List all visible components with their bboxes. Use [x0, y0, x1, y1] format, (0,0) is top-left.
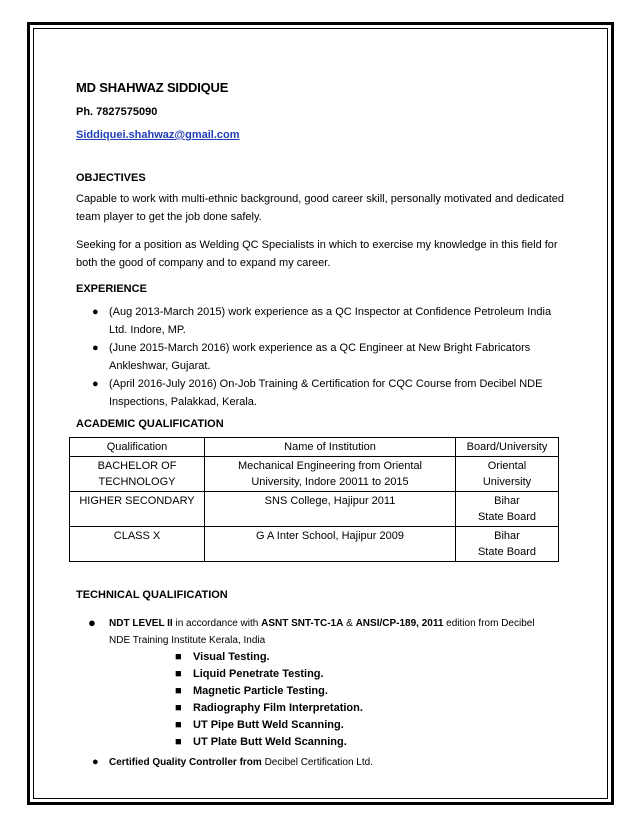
- table-header-row: [70, 438, 559, 457]
- square-bullet-icon: ■: [175, 736, 182, 748]
- phone-number: Ph. 7827575090: [76, 106, 158, 118]
- academic-table: [69, 437, 559, 562]
- candidate-name: MD SHAHWAZ SIDDIQUE: [76, 80, 229, 95]
- technical-heading: TECHNICAL QUALIFICATION: [76, 589, 228, 601]
- square-bullet-icon: ■: [175, 719, 182, 731]
- email-link[interactable]: Siddiquei.shahwaz@gmail.com: [76, 129, 240, 141]
- ndt-qualification: ● NDT LEVEL II in accordance with ASNT SNT-TC-1A & ANSI/CP-189, 2011 edition from Decibel NDE Training Institute Kerala, India: [88, 615, 535, 646]
- square-bullet-icon: ■: [175, 702, 182, 714]
- table-header: Qualification: [70, 438, 205, 457]
- bullet-icon: ●: [92, 378, 99, 390]
- bullet-icon: ●: [92, 306, 99, 318]
- table-row: [70, 527, 559, 562]
- list-item: ■ Liquid Penetrate Testing.: [171, 666, 564, 683]
- square-bullet-icon: ■: [175, 685, 182, 697]
- academic-heading: ACADEMIC QUALIFICATION: [76, 418, 224, 430]
- table-cell: SNS College, Hajipur 2011: [205, 492, 456, 527]
- list-item: ● (June 2015-March 2016) work experience as a QC Engineer at New Bright Fabricators Ankleshwar, Gujarat.: [76, 339, 564, 375]
- table-header: Board/University: [456, 438, 559, 457]
- resume-content: [76, 80, 564, 771]
- table-header: Name of Institution: [205, 438, 456, 457]
- objectives-heading: OBJECTIVES: [76, 172, 146, 184]
- list-item: ● (Aug 2013-March 2015) work experience as a QC Inspector at Confidence Petroleum India Ltd. Indore, MP.: [76, 303, 564, 339]
- table-cell: Bihar State Board: [456, 527, 559, 562]
- list-item: ■ Radiography Film Interpretation.: [171, 700, 564, 717]
- table-cell: Oriental University: [456, 457, 559, 492]
- list-item: ● (April 2016-July 2016) On-Job Training & Certification for CQC Course from Decibel NDE Inspections, Palakkad, Kerala.: [76, 375, 564, 411]
- objectives-paragraph-2: Seeking for a position as Welding QC Specialists in which to exercise my knowledge in this field for both the good of company and to expand my career.: [76, 239, 558, 269]
- table-cell: HIGHER SECONDARY: [70, 492, 205, 527]
- bullet-icon: ●: [92, 342, 99, 354]
- table-cell: Bihar State Board: [456, 492, 559, 527]
- table-cell: CLASS X: [70, 527, 205, 562]
- objectives-paragraph-1: Capable to work with multi-ethnic background, good career skill, personally motivated and dedicated team player to get the job done safely.: [76, 193, 564, 223]
- experience-list: [76, 303, 564, 411]
- ndt-methods-list: [171, 649, 564, 751]
- table-cell: Mechanical Engineering from Oriental University, Indore 20011 to 2015: [205, 457, 456, 492]
- list-item: ■ Visual Testing.: [171, 649, 564, 666]
- square-bullet-icon: ■: [175, 651, 182, 663]
- table-cell: G A Inter School, Hajipur 2009: [205, 527, 456, 562]
- table-row: [70, 492, 559, 527]
- bullet-icon: ●: [92, 756, 99, 768]
- experience-heading: EXPERIENCE: [76, 283, 147, 295]
- table-cell: BACHELOR OF TECHNOLOGY: [70, 457, 205, 492]
- cqc-qualification: ● Certified Quality Controller from Decibel Certification Ltd.: [76, 754, 564, 771]
- table-row: [70, 457, 559, 492]
- list-item: ■ Magnetic Particle Testing.: [171, 683, 564, 700]
- bullet-icon: ●: [88, 615, 96, 630]
- square-bullet-icon: ■: [175, 668, 182, 680]
- list-item: ■ UT Pipe Butt Weld Scanning.: [171, 717, 564, 734]
- list-item: ■ UT Plate Butt Weld Scanning.: [171, 734, 564, 751]
